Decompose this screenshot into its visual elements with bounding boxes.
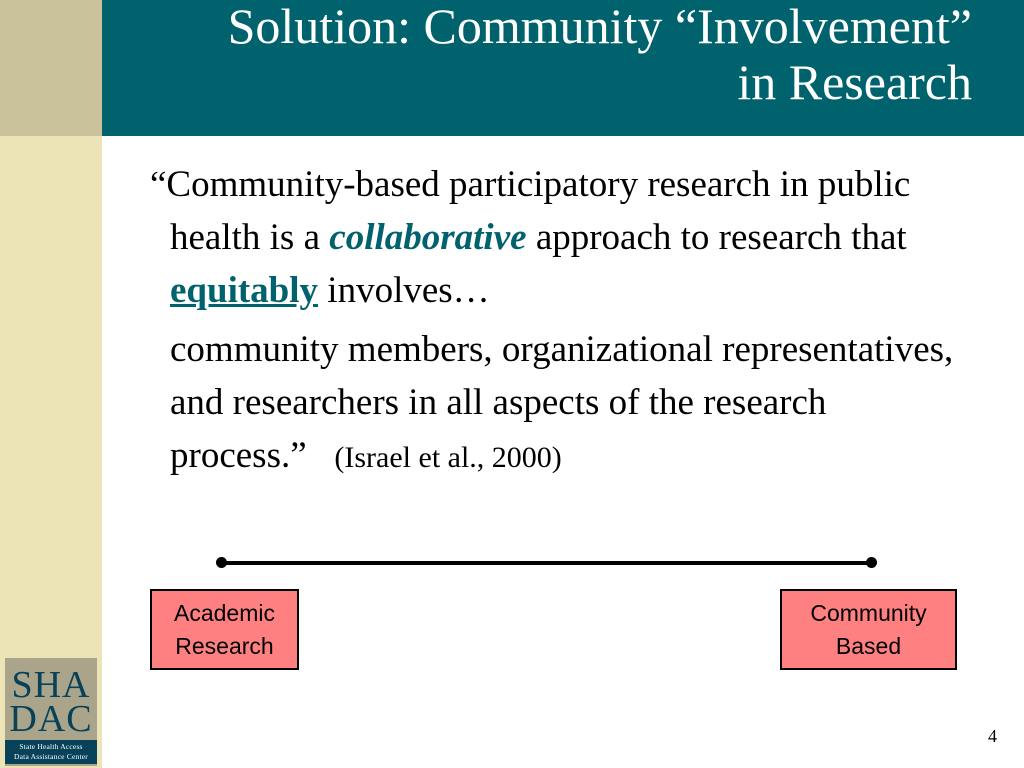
title-banner [102,0,1024,136]
citation: (Israel et al., 2000) [334,441,562,474]
community-based-line2: Based [835,632,902,659]
page-number: 4 [988,726,997,746]
quote-paragraph-2 [150,323,990,484]
academic-research-line2: Research [175,632,274,659]
quote-text-4: community members, organizational representatives, and researchers in all aspects of the research process.” [170,329,954,476]
quote-paragraph-1 [150,158,990,317]
sidebar-top-block [0,0,102,136]
quote-text-3: involves… [318,270,490,311]
slide-title-line2: in Research [737,54,972,110]
logo-text-sha: SHA [11,664,91,706]
quote-text-2: approach to research that [526,217,907,258]
spectrum-line [221,561,872,565]
logo-band-line1: State Health Access [19,742,83,751]
community-based-box [780,589,957,670]
logo-text-dac: DAC [9,698,93,740]
quote-block [150,158,990,484]
logo-band [5,740,97,764]
quote-text-1: “Community-based participatory research in public health is a [150,164,911,258]
academic-research-line1: Academic [174,599,275,626]
shadac-logo [5,658,97,766]
logo-band-line2: Data Assistance Center [14,752,88,761]
community-based-line1: Community [810,599,927,626]
quote-emphasis-equitably: equitably [170,270,319,311]
spectrum-left-endpoint [216,557,227,568]
slide-title [228,0,972,110]
spectrum-right-endpoint [866,557,877,568]
quote-emphasis-collaborative: collaborative [329,217,527,258]
slide-title-line1: Solution: Community “Involvement” [227,0,972,54]
academic-research-box [150,589,299,670]
